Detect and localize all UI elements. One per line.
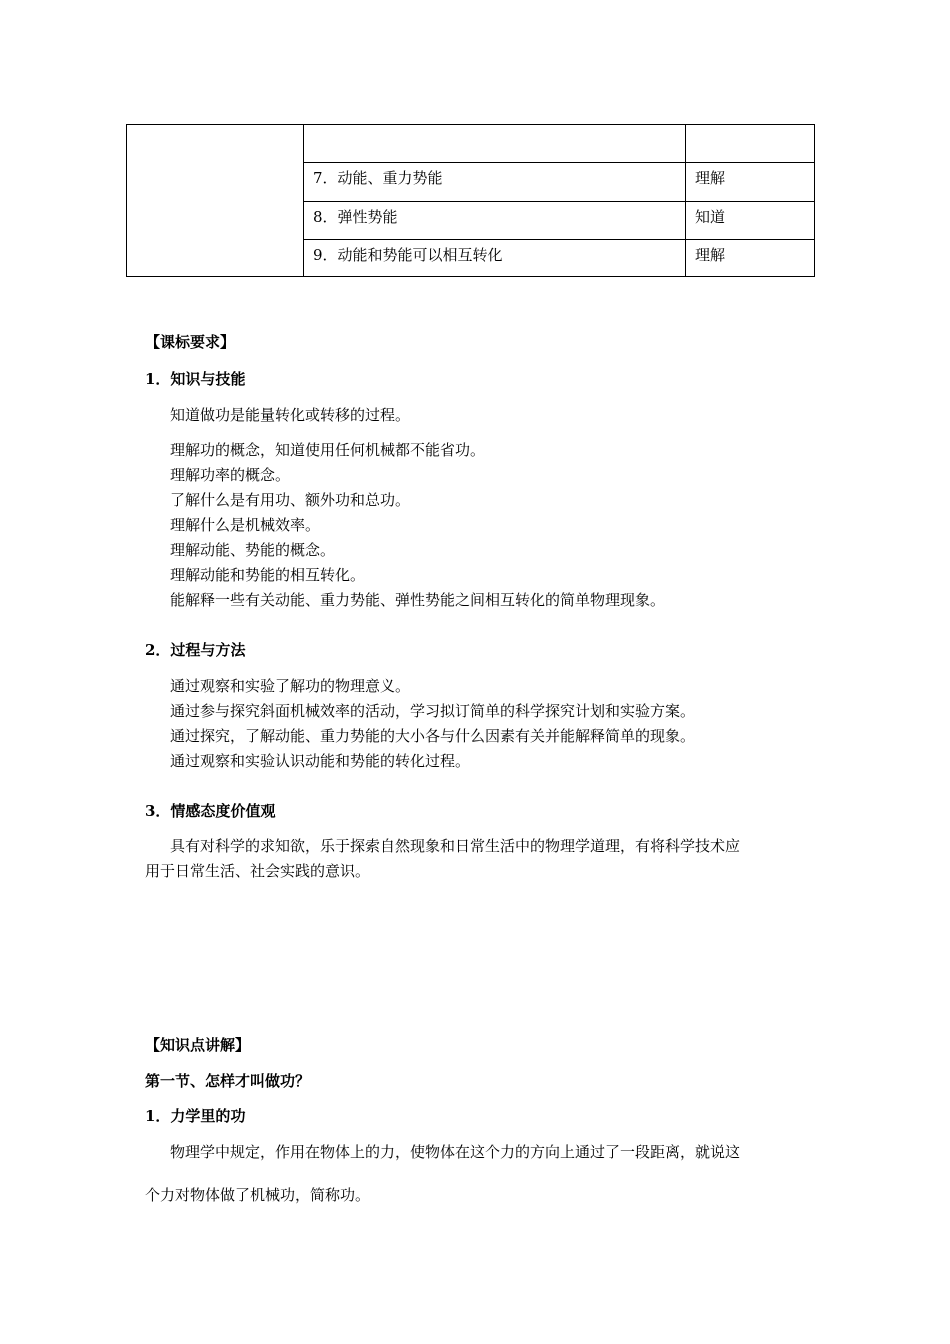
- paragraph-line: 通过观察和实验认识动能和势能的转化过程。: [170, 752, 471, 770]
- table-cell-level: 理解: [695, 246, 726, 264]
- section-title-knowledge: 【知识点讲解】: [145, 1036, 251, 1054]
- paragraph-line: 通过观察和实验了解功的物理意义。: [170, 677, 411, 695]
- paragraph-line: 具有对科学的求知欲，乐于探索自然现象和日常生活中的物理学道理，有将科学技术应: [170, 837, 741, 855]
- table-row-divider: [303, 239, 814, 240]
- paragraph-line: 个力对物体做了机械功，简称功。: [145, 1186, 371, 1204]
- table-cell-item: 7．动能、重力势能: [313, 169, 443, 187]
- section-title-curriculum: 【课标要求】: [145, 333, 236, 351]
- section-heading: 3．情感态度价值观: [145, 802, 276, 820]
- paragraph-line: 通过探究，了解动能、重力势能的大小各与什么因素有关并能解释简单的现象。: [170, 727, 696, 745]
- paragraph-line: 理解功率的概念。: [170, 466, 291, 484]
- paragraph-line: 了解什么是有用功、额外功和总功。: [170, 491, 411, 509]
- table-row-divider: [303, 162, 814, 163]
- table-cell-level: 理解: [695, 169, 726, 187]
- table-cell-item: 9．动能和势能可以相互转化: [313, 246, 503, 264]
- section-heading: 2．过程与方法: [145, 641, 246, 659]
- chapter-heading: 第一节、怎样才叫做功？: [145, 1072, 311, 1090]
- paragraph-line: 理解动能和势能的相互转化。: [170, 566, 366, 584]
- paragraph-line: 通过参与探究斜面机械效率的活动，学习拟订简单的科学探究计划和实验方案。: [170, 702, 696, 720]
- paragraph-line: 理解功的概念，知道使用任何机械都不能省功。: [170, 441, 486, 459]
- section-heading: 1．知识与技能: [145, 370, 246, 388]
- table-cell-level: 知道: [695, 208, 726, 226]
- requirements-table: [126, 124, 815, 277]
- paragraph-line: 用于日常生活、社会实践的意识。: [145, 862, 371, 880]
- section-heading: 1．力学里的功: [145, 1107, 246, 1125]
- paragraph-line: 理解动能、势能的概念。: [170, 541, 336, 559]
- paragraph-line: 理解什么是机械效率。: [170, 516, 321, 534]
- paragraph-line: 能解释一些有关动能、重力势能、弹性势能之间相互转化的简单物理现象。: [170, 591, 666, 609]
- paragraph-line: 知道做功是能量转化或转移的过程。: [170, 406, 411, 424]
- paragraph-line: 物理学中规定，作用在物体上的力，使物体在这个力的方向上通过了一段距离，就说这: [170, 1143, 741, 1161]
- table-cell-item: 8．弹性势能: [313, 208, 398, 226]
- table-row-divider: [303, 201, 814, 202]
